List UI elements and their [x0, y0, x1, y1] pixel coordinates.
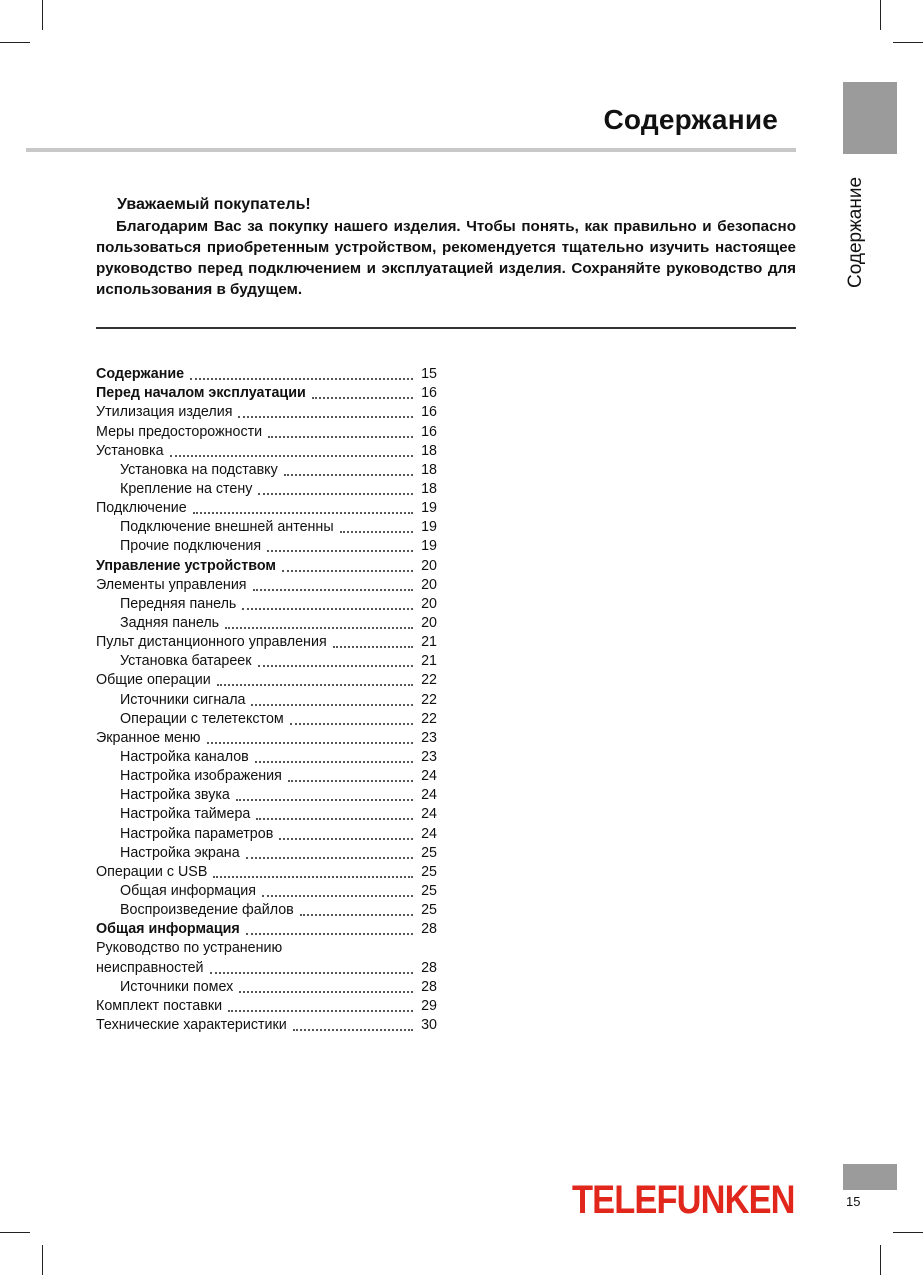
- toc-entry-page: 29: [421, 997, 437, 1014]
- toc-entry-page: 28: [421, 959, 437, 976]
- toc-entry: [96, 805, 437, 824]
- title-rule: [26, 148, 796, 152]
- toc-leader-dots: [282, 562, 413, 572]
- toc-entry-page: 16: [421, 404, 437, 421]
- crop-mark: [880, 0, 881, 30]
- crop-mark: [880, 1245, 881, 1275]
- toc-leader-dots: [256, 810, 413, 820]
- toc-entry-label: Операции с USB: [96, 863, 208, 880]
- toc-entry-label: Крепление на стену: [120, 480, 253, 497]
- toc-entry: [96, 576, 437, 595]
- toc-entry: [96, 384, 437, 403]
- toc-leader-dots: [268, 428, 413, 438]
- crop-mark: [893, 42, 923, 43]
- toc-entry-label: Настройка параметров: [120, 825, 274, 842]
- toc-leader-dots: [300, 906, 413, 916]
- page-title: Содержание: [603, 104, 778, 135]
- toc-entry-label: Меры предосторожности: [96, 423, 263, 440]
- toc-entry-page: 24: [421, 768, 437, 785]
- toc-entry-label: Экранное меню: [96, 729, 201, 746]
- toc-entry-page: 24: [421, 825, 437, 842]
- greeting: Уважаемый покупатель!: [117, 196, 311, 213]
- toc-entry-page: 20: [421, 614, 437, 631]
- toc-entry-page: 21: [421, 653, 437, 670]
- toc-entry-label: Подключение внешней антенны: [120, 519, 334, 536]
- toc-entry: [96, 824, 437, 843]
- toc-entry: [96, 652, 437, 671]
- brand-logo: TELEFUNKEN: [572, 1178, 795, 1222]
- toc-entry-label: Пульт дистанционного управления: [96, 634, 327, 651]
- toc-entry-page: 20: [421, 557, 437, 574]
- toc-entry-page: 16: [421, 423, 437, 440]
- toc-entry-label: Воспроизведение файлов: [120, 902, 294, 919]
- toc-entry: [96, 614, 437, 633]
- toc-entry-page: 22: [421, 691, 437, 708]
- toc-entry: [96, 901, 437, 920]
- intro-text: [96, 216, 796, 300]
- toc-entry: [96, 767, 437, 786]
- page-number: 15: [846, 1194, 861, 1209]
- toc-entry-page: 16: [421, 385, 437, 402]
- toc-entry: [96, 442, 437, 461]
- toc-entry: [96, 863, 437, 882]
- toc-entry: [96, 729, 437, 748]
- toc-leader-dots: [284, 466, 413, 476]
- toc-leader-dots: [170, 447, 413, 457]
- toc-entry: [96, 480, 437, 499]
- toc-entry: [96, 633, 437, 652]
- toc-leader-dots: [217, 676, 413, 686]
- toc-entry-page: 25: [421, 902, 437, 919]
- toc-entry-page: 18: [421, 461, 437, 478]
- toc-entry-page: 25: [421, 844, 437, 861]
- toc-leader-dots: [190, 370, 413, 380]
- toc-leader-dots: [251, 696, 413, 706]
- toc-entry: [96, 499, 437, 518]
- toc-entry-page: 19: [421, 538, 437, 555]
- toc-entry-page: 18: [421, 442, 437, 459]
- toc-entry-page: 20: [421, 595, 437, 612]
- toc-entry-label: Руководство по устранению: [96, 940, 283, 957]
- toc-entry: [96, 748, 437, 767]
- toc-leader-dots: [228, 1002, 413, 1012]
- toc-leader-dots: [242, 600, 413, 610]
- toc-entry-page: 23: [421, 729, 437, 746]
- toc-entry-label: Настройка таймера: [120, 806, 251, 823]
- toc-leader-dots: [258, 485, 413, 495]
- toc-entry-label: Источники сигнала: [120, 691, 246, 708]
- toc-leader-dots: [288, 946, 413, 954]
- toc-entry: [96, 461, 437, 480]
- toc-entry-page: 18: [421, 480, 437, 497]
- table-of-contents: [96, 365, 437, 1035]
- toc-entry-label: Перед началом эксплуатации: [96, 385, 306, 402]
- toc-leader-dots: [253, 581, 413, 591]
- toc-entry-page: 22: [421, 672, 437, 689]
- toc-entry: [96, 403, 437, 422]
- toc-entry: [96, 939, 437, 958]
- toc-entry-page: 28: [421, 978, 437, 995]
- toc-entry: [96, 958, 437, 977]
- toc-leader-dots: [246, 849, 413, 859]
- toc-entry-label: Элементы управления: [96, 576, 247, 593]
- toc-leader-dots: [225, 619, 413, 629]
- toc-leader-dots: [288, 772, 413, 782]
- toc-entry-page: 24: [421, 787, 437, 804]
- toc-entry-label: Технические характеристики: [96, 1016, 287, 1033]
- toc-leader-dots: [246, 925, 413, 935]
- toc-leader-dots: [236, 791, 413, 801]
- toc-leader-dots: [312, 389, 413, 399]
- toc-leader-dots: [207, 734, 414, 744]
- side-tab-label: Содержание: [845, 176, 866, 288]
- toc-entry: [96, 920, 437, 939]
- section-divider: [96, 327, 796, 329]
- toc-entry-label: Комплект поставки: [96, 997, 223, 1014]
- toc-leader-dots: [293, 1021, 413, 1031]
- toc-entry: [96, 997, 437, 1016]
- toc-entry-label: Содержание: [96, 366, 185, 383]
- toc-entry: [96, 671, 437, 690]
- toc-entry: [96, 422, 437, 441]
- toc-entry-label: Установка батареек: [120, 653, 252, 670]
- toc-entry-page: 24: [421, 806, 437, 823]
- toc-entry-label: Общие операции: [96, 672, 211, 689]
- toc-entry-page: 15: [421, 366, 437, 383]
- toc-entry-page: 21: [421, 634, 437, 651]
- toc-leader-dots: [333, 638, 413, 648]
- crop-mark: [0, 1232, 30, 1233]
- toc-entry: [96, 595, 437, 614]
- toc-entry: [96, 1016, 437, 1035]
- toc-entry-page: 25: [421, 882, 437, 899]
- toc-entry-page: 19: [421, 500, 437, 517]
- toc-leader-dots: [238, 408, 413, 418]
- toc-entry: [96, 537, 437, 556]
- toc-entry-label: Общая информация: [96, 921, 240, 938]
- toc-leader-dots: [210, 964, 413, 974]
- toc-entry: [96, 978, 437, 997]
- toc-entry-label: Передняя панель: [120, 595, 237, 612]
- crop-mark: [0, 42, 30, 43]
- toc-entry: [96, 710, 437, 729]
- side-tab: [845, 160, 867, 288]
- toc-entry-page: 25: [421, 863, 437, 880]
- toc-entry-page: 23: [421, 748, 437, 765]
- toc-entry-label: Подключение: [96, 500, 187, 517]
- toc-entry-page: 22: [421, 710, 437, 727]
- toc-entry: [96, 556, 437, 575]
- toc-entry-label: Установка: [96, 442, 164, 459]
- toc-leader-dots: [290, 715, 413, 725]
- toc-entry: [96, 518, 437, 537]
- toc-entry-label: Источники помех: [120, 978, 234, 995]
- crop-mark: [42, 1245, 43, 1275]
- toc-entry-label: неисправностей: [96, 959, 204, 976]
- page-number-block: [843, 1164, 897, 1190]
- toc-entry-label: Общая информация: [120, 882, 256, 899]
- toc-entry-page: 30: [421, 1016, 437, 1033]
- toc-entry-label: Управление устройством: [96, 557, 276, 574]
- toc-entry-page: 28: [421, 921, 437, 938]
- toc-leader-dots: [262, 887, 413, 897]
- toc-entry-label: Прочие подключения: [120, 538, 262, 555]
- toc-entry-label: Утилизация изделия: [96, 404, 233, 421]
- toc-leader-dots: [258, 657, 414, 667]
- toc-leader-dots: [267, 542, 413, 552]
- crop-mark: [42, 0, 43, 30]
- toc-entry-page: 20: [421, 576, 437, 593]
- toc-leader-dots: [255, 753, 413, 763]
- toc-entry: [96, 844, 437, 863]
- intro-paragraph: Благодарим Вас за покупку нашего изделия. Чтобы понять, как правильно и безопасно пользоваться приобретенным устройством, рекомендуется тщательно изучить настоящее руководство перед подключением и эксплуатацией изделия. Сохраняйте руководство для использования в будущем.: [96, 218, 796, 298]
- toc-entry-page: 19: [421, 519, 437, 536]
- side-tab-block: [843, 82, 897, 154]
- toc-leader-dots: [193, 504, 413, 514]
- toc-entry: [96, 690, 437, 709]
- toc-entry: [96, 365, 437, 384]
- toc-entry-label: Установка на подставку: [120, 461, 278, 478]
- crop-mark: [893, 1232, 923, 1233]
- toc-entry-label: Настройка экрана: [120, 844, 240, 861]
- toc-entry-label: Операции с телетекстом: [120, 710, 284, 727]
- toc-entry: [96, 786, 437, 805]
- toc-entry: [96, 882, 437, 901]
- toc-leader-dots: [239, 983, 413, 993]
- toc-leader-dots: [279, 830, 413, 840]
- toc-entry-label: Настройка изображения: [120, 768, 282, 785]
- toc-leader-dots: [340, 523, 413, 533]
- toc-entry-label: Настройка звука: [120, 787, 230, 804]
- toc-entry-label: Задняя панель: [120, 614, 220, 631]
- toc-entry-label: Настройка каналов: [120, 748, 249, 765]
- toc-leader-dots: [213, 868, 413, 878]
